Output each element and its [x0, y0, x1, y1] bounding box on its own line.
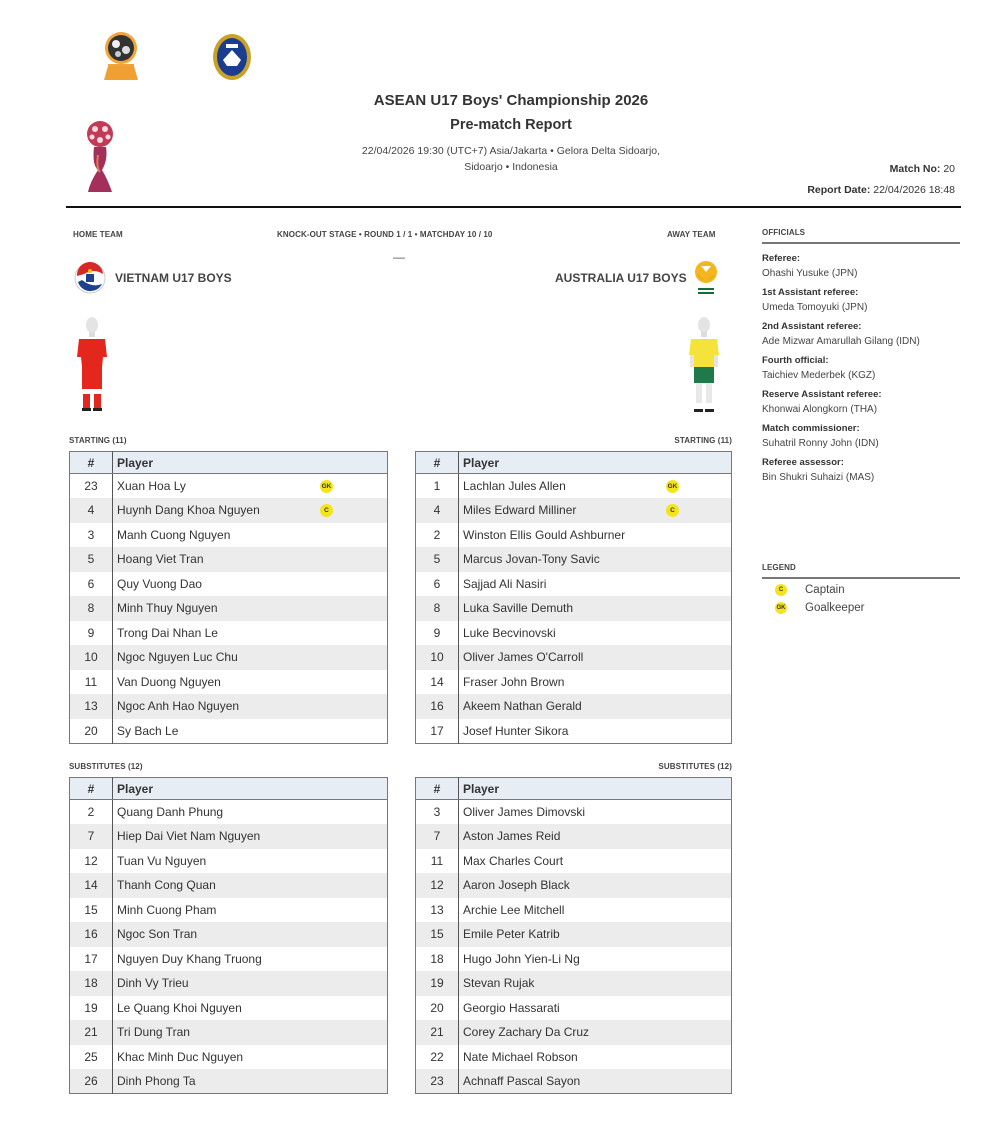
table-row: [70, 849, 388, 874]
player-number: 14: [416, 670, 459, 695]
player-name-cell: [459, 947, 732, 972]
player-name-cell: [459, 922, 732, 947]
home-starting-label: STARTING (11): [69, 436, 127, 445]
table-row: [416, 645, 732, 670]
away-starting-label: STARTING (11): [674, 436, 732, 445]
player-name: Oliver James Dimovski: [463, 805, 586, 819]
column-header-player: Player: [459, 778, 732, 800]
table-header-row: [70, 452, 388, 474]
away-team-label: AWAY TEAM: [667, 230, 716, 239]
home-kit-icon: [74, 315, 110, 415]
player-number: 5: [416, 547, 459, 572]
player-name: Dinh Vy Trieu: [117, 976, 189, 991]
player-number: 15: [416, 922, 459, 947]
table-row: [70, 719, 388, 744]
player-name-cell: [113, 1020, 388, 1045]
player-name-cell: [113, 596, 388, 621]
player-name: Oliver James O'Carroll: [463, 650, 584, 665]
player-name: Fraser John Brown: [463, 674, 565, 689]
player-name-cell: [459, 670, 732, 695]
player-name: Georgio Hassarati: [463, 1000, 560, 1015]
legend-item-captain: [775, 581, 864, 599]
header-divider: [66, 206, 961, 208]
official-name: Umeda Tomoyuki (JPN): [762, 302, 868, 313]
player-number: 2: [416, 523, 459, 548]
table-row: [70, 922, 388, 947]
player-name-cell: [113, 1045, 388, 1070]
player-number: 20: [416, 996, 459, 1021]
player-name: Nate Michael Robson: [463, 1049, 578, 1064]
official-fourth: [762, 354, 972, 384]
table-row: [70, 645, 388, 670]
player-name: Quang Danh Phung: [117, 805, 224, 819]
captain-badge-icon: C: [320, 504, 333, 517]
match-number-label: Match No:: [889, 163, 941, 175]
player-name: Quy Vuong Dao: [117, 576, 202, 591]
player-name: Tri Dung Tran: [117, 1025, 190, 1040]
player-number: 3: [416, 800, 459, 825]
official-match-commissioner: [762, 422, 972, 452]
player-number: 16: [416, 694, 459, 719]
player-number: 4: [70, 498, 113, 523]
player-name-cell: [113, 849, 388, 874]
official-reserve-assistant: [762, 388, 972, 418]
table-row: [70, 1020, 388, 1045]
table-row: [416, 873, 732, 898]
goalkeeper-badge-icon: GK: [775, 602, 787, 614]
table-row: [70, 670, 388, 695]
player-name: Le Quang Khoi Nguyen: [117, 1000, 242, 1015]
table-row: [70, 800, 388, 825]
player-name: Tuan Vu Nguyen: [117, 853, 207, 868]
away-kit-icon: [686, 315, 722, 415]
table-header-row: [416, 778, 732, 800]
player-name-cell: [459, 621, 732, 646]
player-name: Corey Zachary Da Cruz: [463, 1025, 590, 1040]
table-row: [70, 1045, 388, 1070]
player-name-cell: [459, 474, 732, 499]
player-name-cell: [459, 523, 732, 548]
table-row: [416, 1020, 732, 1045]
home-team-label: HOME TEAM: [73, 230, 123, 239]
official-referee-assessor: [762, 456, 972, 486]
player-name: Akeem Nathan Gerald: [463, 699, 582, 714]
player-name-cell: [459, 824, 732, 849]
player-name-cell: [113, 1069, 388, 1094]
report-subtitle: Pre-match Report: [450, 117, 572, 133]
player-number: 20: [70, 719, 113, 744]
player-number: 6: [416, 572, 459, 597]
player-number: 22: [416, 1045, 459, 1070]
legend-label: Captain: [805, 584, 845, 596]
official-name: Khonwai Alongkorn (THA): [762, 404, 878, 415]
report-date-value: 22/04/2026 18:48: [873, 184, 955, 196]
column-header-number: #: [416, 452, 459, 474]
legend-divider: [762, 577, 960, 579]
table-row: [416, 572, 732, 597]
player-name: Dinh Phong Ta: [117, 1074, 196, 1088]
table-row: [70, 694, 388, 719]
player-name-cell: [113, 523, 388, 548]
table-row: [416, 474, 732, 499]
table-row: [416, 1069, 732, 1094]
report-date: [807, 184, 955, 196]
player-name: Luke Becvinovski: [463, 625, 556, 640]
table-row: [70, 898, 388, 923]
australia-crest-icon: [693, 258, 719, 298]
legend-heading: LEGEND: [762, 563, 796, 572]
away-team-name: AUSTRALIA U17 BOYS: [555, 271, 687, 285]
player-name-cell: [459, 1069, 732, 1094]
player-number: 11: [70, 670, 113, 695]
player-number: 17: [416, 719, 459, 744]
table-row: [416, 898, 732, 923]
legend-item-goalkeeper: [775, 599, 864, 617]
official-role: Reserve Assistant referee:: [762, 389, 882, 400]
player-name-cell: [459, 694, 732, 719]
player-name: Stevan Rujak: [463, 976, 535, 991]
table-row: [416, 971, 732, 996]
player-name-cell: [113, 947, 388, 972]
table-header-row: [416, 452, 732, 474]
player-name-cell: [459, 596, 732, 621]
afc-logo-icon: [100, 30, 142, 82]
player-name: Max Charles Court: [463, 853, 564, 868]
officials-divider: [762, 242, 960, 244]
player-name-cell: [113, 996, 388, 1021]
home-substitutes-table: [69, 777, 388, 1094]
official-name: Taichiev Mederbek (KGZ): [762, 370, 876, 381]
player-number: 17: [70, 947, 113, 972]
player-name: Minh Thuy Nguyen: [117, 601, 218, 616]
match-number-value: 20: [943, 163, 955, 175]
player-name: Manh Cuong Nguyen: [117, 527, 231, 542]
player-name: Huynh Dang Khoa Nguyen: [117, 503, 260, 518]
player-number: 7: [70, 824, 113, 849]
player-name: Trong Dai Nhan Le: [117, 625, 218, 640]
official-role: 1st Assistant referee:: [762, 287, 859, 298]
player-number: 9: [70, 621, 113, 646]
player-number: 15: [70, 898, 113, 923]
table-row: [70, 996, 388, 1021]
table-row: [416, 547, 732, 572]
player-name: Ngoc Nguyen Luc Chu: [117, 650, 238, 665]
goalkeeper-badge-icon: GK: [320, 480, 333, 493]
table-row: [416, 719, 732, 744]
official-role: Referee:: [762, 253, 801, 264]
player-number: 13: [70, 694, 113, 719]
player-name: Minh Cuong Pham: [117, 902, 217, 917]
table-header-row: [70, 778, 388, 800]
player-name-cell: [113, 971, 388, 996]
player-name: Lachlan Jules Allen: [463, 479, 566, 493]
player-name-cell: [459, 645, 732, 670]
official-name: Ade Mizwar Amarullah Gilang (IDN): [762, 336, 920, 347]
player-name-cell: [459, 572, 732, 597]
player-name: Josef Hunter Sikora: [463, 723, 569, 738]
player-name-cell: [113, 898, 388, 923]
table-row: [416, 670, 732, 695]
official-name: Suhatril Ronny John (IDN): [762, 438, 879, 449]
player-name-cell: [113, 547, 388, 572]
table-row: [416, 922, 732, 947]
player-name: Hiep Dai Viet Nam Nguyen: [117, 829, 261, 844]
player-number: 8: [70, 596, 113, 621]
column-header-number: #: [70, 452, 113, 474]
captain-badge-icon: C: [666, 504, 679, 517]
table-row: [416, 824, 732, 849]
column-header-number: #: [416, 778, 459, 800]
player-name-cell: [113, 474, 388, 499]
player-name-cell: [459, 898, 732, 923]
player-number: 18: [416, 947, 459, 972]
player-number: 7: [416, 824, 459, 849]
table-row: [70, 971, 388, 996]
table-row: [70, 474, 388, 499]
player-number: 1: [416, 474, 459, 499]
player-name-cell: [113, 621, 388, 646]
player-name: Sajjad Ali Nasiri: [463, 576, 547, 591]
official-name: Ohashi Yusuke (JPN): [762, 268, 858, 279]
datetime-venue: 22/04/2026 19:30 (UTC+7) Asia/Jakarta • Gelora Delta Sidoarjo,: [361, 145, 661, 157]
page-title: ASEAN U17 Boys' Championship 2026: [373, 92, 649, 109]
player-name: Ngoc Anh Hao Nguyen: [117, 699, 240, 714]
table-row: [70, 1069, 388, 1094]
player-name: Aston James Reid: [463, 829, 561, 844]
home-team-name: VIETNAM U17 BOYS: [115, 271, 232, 285]
player-name: Khac Minh Duc Nguyen: [117, 1049, 244, 1064]
player-name-cell: [113, 645, 388, 670]
officials-heading: OFFICIALS: [762, 228, 806, 237]
player-number: 21: [70, 1020, 113, 1045]
table-row: [416, 621, 732, 646]
player-number: 10: [416, 645, 459, 670]
official-role: Fourth official:: [762, 355, 829, 366]
player-name: Hoang Viet Tran: [117, 552, 204, 567]
player-number: 26: [70, 1069, 113, 1094]
player-name: Marcus Jovan-Tony Savic: [463, 552, 600, 567]
table-row: [70, 498, 388, 523]
table-row: [416, 596, 732, 621]
player-name: Luka Saville Demuth: [463, 601, 574, 616]
player-name-cell: [113, 498, 388, 523]
player-name-cell: [459, 1020, 732, 1045]
score-placeholder: —: [393, 250, 405, 264]
player-name-cell: [113, 873, 388, 898]
home-substitutes-label: SUBSTITUTES (12): [69, 762, 143, 771]
player-name-cell: [459, 873, 732, 898]
vietnam-crest-icon: [74, 262, 106, 294]
official-name: Bin Shukri Suhaizi (MAS): [762, 472, 875, 483]
column-header-number: #: [70, 778, 113, 800]
official-role: Referee assessor:: [762, 457, 844, 468]
table-row: [416, 523, 732, 548]
player-number: 11: [416, 849, 459, 874]
player-number: 12: [416, 873, 459, 898]
player-number: 19: [70, 996, 113, 1021]
player-number: 13: [416, 898, 459, 923]
official-role: 2nd Assistant referee:: [762, 321, 862, 332]
table-row: [416, 498, 732, 523]
official-2nd-assistant: [762, 320, 972, 350]
official-referee: [762, 252, 972, 282]
player-number: 23: [416, 1069, 459, 1094]
table-row: [70, 523, 388, 548]
table-row: [416, 1045, 732, 1070]
player-name-cell: [459, 1045, 732, 1070]
player-name: Thanh Cong Quan: [117, 878, 216, 893]
player-name: Miles Edward Milliner: [463, 503, 577, 518]
player-name: Sy Bach Le: [117, 723, 179, 738]
player-name-cell: [459, 719, 732, 744]
player-name-cell: [459, 547, 732, 572]
pssi-logo-icon: [211, 32, 253, 82]
table-row: [416, 800, 732, 825]
table-row: [70, 873, 388, 898]
table-row: [416, 849, 732, 874]
officials-list: [762, 252, 972, 490]
player-name-cell: [113, 824, 388, 849]
player-number: 2: [70, 800, 113, 825]
player-name: Nguyen Duy Khang Truong: [117, 951, 262, 966]
home-starting-table: [69, 451, 388, 744]
player-name: Hugo John Yien-Li Ng: [463, 951, 580, 966]
away-starting-table: [415, 451, 732, 744]
player-name-cell: [459, 800, 732, 825]
player-name-cell: [113, 572, 388, 597]
player-name-cell: [459, 996, 732, 1021]
column-header-player: Player: [113, 452, 388, 474]
player-name: Winston Ellis Gould Ashburner: [463, 527, 626, 542]
player-number: 23: [70, 474, 113, 499]
player-name-cell: [459, 971, 732, 996]
player-number: 25: [70, 1045, 113, 1070]
table-row: [70, 621, 388, 646]
player-name-cell: [459, 849, 732, 874]
official-1st-assistant: [762, 286, 972, 316]
stage-info: KNOCK-OUT STAGE • ROUND 1 / 1 • MATCHDAY 10 / 10: [277, 230, 493, 239]
player-number: 10: [70, 645, 113, 670]
table-row: [416, 947, 732, 972]
player-number: 19: [416, 971, 459, 996]
player-number: 6: [70, 572, 113, 597]
column-header-player: Player: [113, 778, 388, 800]
goalkeeper-badge-icon: GK: [666, 480, 679, 493]
report-date-label: Report Date:: [807, 184, 871, 196]
official-role: Match commissioner:: [762, 423, 860, 434]
player-number: 5: [70, 547, 113, 572]
column-header-player: Player: [459, 452, 732, 474]
away-substitutes-table: [415, 777, 732, 1094]
player-name: Aaron Joseph Black: [463, 878, 570, 893]
table-row: [70, 824, 388, 849]
player-name: Archie Lee Mitchell: [463, 902, 565, 917]
venue-location: Sidoarjo • Indonesia: [464, 161, 558, 173]
table-row: [70, 547, 388, 572]
player-number: 21: [416, 1020, 459, 1045]
player-number: 3: [70, 523, 113, 548]
player-number: 16: [70, 922, 113, 947]
away-substitutes-label: SUBSTITUTES (12): [658, 762, 732, 771]
player-name: Ngoc Son Tran: [117, 927, 198, 942]
player-name-cell: [459, 498, 732, 523]
table-row: [416, 694, 732, 719]
player-number: 8: [416, 596, 459, 621]
player-name: Achnaff Pascal Sayon: [463, 1074, 581, 1088]
table-row: [416, 996, 732, 1021]
player-number: 12: [70, 849, 113, 874]
captain-badge-icon: C: [775, 584, 787, 596]
player-number: 18: [70, 971, 113, 996]
legend: [775, 581, 864, 617]
player-name: Xuan Hoa Ly: [117, 479, 186, 493]
player-name-cell: [113, 670, 388, 695]
player-number: 14: [70, 873, 113, 898]
table-row: [70, 572, 388, 597]
player-name: Van Duong Nguyen: [117, 674, 221, 689]
table-row: [70, 947, 388, 972]
player-name-cell: [113, 800, 388, 825]
player-name-cell: [113, 719, 388, 744]
player-name: Emile Peter Katrib: [463, 927, 560, 942]
table-row: [70, 596, 388, 621]
player-number: 9: [416, 621, 459, 646]
legend-label: Goalkeeper: [805, 602, 865, 614]
player-name-cell: [113, 922, 388, 947]
match-number: [890, 163, 955, 175]
player-number: 4: [416, 498, 459, 523]
player-name-cell: [113, 694, 388, 719]
